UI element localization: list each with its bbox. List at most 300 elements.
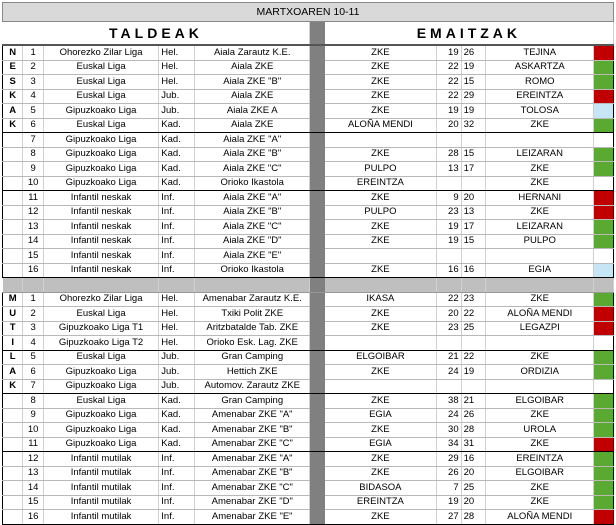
result-row [3, 147, 614, 162]
result-indicator [594, 336, 614, 351]
league-name: Infantil neskak [43, 263, 158, 278]
team-name: Amenabar ZKE "A" [195, 452, 310, 467]
row-number: 3 [23, 75, 43, 90]
row-number: 7 [23, 379, 43, 394]
away-score: 15 [461, 147, 486, 162]
group-letter [3, 133, 23, 148]
home-score [437, 133, 462, 148]
home-team: PULPO [324, 205, 436, 220]
away-score: 26 [461, 45, 486, 60]
league-name: Infantil mutilak [43, 481, 158, 496]
home-score [437, 249, 462, 264]
away-score [461, 133, 486, 148]
row-number: 9 [23, 162, 43, 177]
away-team: ALOÑA MENDI [486, 307, 594, 322]
away-team: ZKE [486, 437, 594, 452]
group-letter: E [3, 60, 23, 75]
league-name: Gipuzkoako Liga [43, 365, 158, 380]
row-number: 10 [23, 423, 43, 438]
category: Inf. [159, 481, 195, 496]
league-name: Infantil mutilak [43, 510, 158, 525]
group-letter: L [3, 350, 23, 365]
column-separator [310, 205, 324, 220]
column-separator [310, 307, 324, 322]
away-score: 22 [461, 350, 486, 365]
category: Inf. [159, 263, 195, 278]
home-score: 27 [437, 510, 462, 525]
league-name: Ohorezko Zilar Liga [43, 292, 158, 307]
team-name: Amenabar ZKE "A" [195, 408, 310, 423]
column-separator [310, 133, 324, 148]
away-team: ZKE [486, 408, 594, 423]
home-score: 9 [437, 191, 462, 206]
group-letter: U [3, 307, 23, 322]
home-team: IKASA [324, 292, 436, 307]
row-number: 6 [23, 118, 43, 133]
away-team: LEIZARAN [486, 147, 594, 162]
group-separator-cell [461, 278, 486, 293]
row-number: 10 [23, 176, 43, 191]
league-name: Gipuzkoako Liga [43, 423, 158, 438]
group-separator-cell [195, 278, 310, 293]
result-indicator [594, 408, 614, 423]
group-letter [3, 466, 23, 481]
team-name: Gran Camping [195, 350, 310, 365]
result-indicator [594, 481, 614, 496]
league-name: Gipuzkoako Liga [43, 437, 158, 452]
group-letter [3, 234, 23, 249]
team-name: Aiala ZKE [195, 89, 310, 104]
away-score: 19 [461, 365, 486, 380]
result-indicator [594, 365, 614, 380]
home-score: 21 [437, 350, 462, 365]
away-team: ASKARTZA [486, 60, 594, 75]
category: Jub. [159, 379, 195, 394]
home-score: 30 [437, 423, 462, 438]
result-row [3, 205, 614, 220]
league-name: Ohorezko Zilar Liga [43, 45, 158, 60]
home-team: ZKE [324, 147, 436, 162]
result-indicator [594, 133, 614, 148]
result-indicator [594, 147, 614, 162]
category: Jub. [159, 350, 195, 365]
column-separator [310, 481, 324, 496]
result-row [3, 292, 614, 307]
result-row [3, 466, 614, 481]
away-score: 32 [461, 118, 486, 133]
row-number: 16 [23, 263, 43, 278]
result-row [3, 45, 614, 60]
result-row [3, 307, 614, 322]
team-name: Orioko Esk. Lag. ZKE [195, 336, 310, 351]
away-score: 21 [461, 394, 486, 409]
home-team: ELGOIBAR [324, 350, 436, 365]
home-team: ZKE [324, 365, 436, 380]
result-row [3, 510, 614, 525]
away-team: ZKE [486, 162, 594, 177]
category: Hel. [159, 75, 195, 90]
home-score: 20 [437, 307, 462, 322]
away-team: ZKE [486, 118, 594, 133]
row-number: 5 [23, 104, 43, 119]
home-team: ZKE [324, 423, 436, 438]
result-row [3, 379, 614, 394]
team-name: Aiala ZKE [195, 118, 310, 133]
result-indicator [594, 321, 614, 336]
away-team: LEIZARAN [486, 220, 594, 235]
category: Kad. [159, 176, 195, 191]
result-row [3, 133, 614, 148]
home-score: 38 [437, 394, 462, 409]
team-name: Automov. Zarautz ZKE [195, 379, 310, 394]
team-name: Aiala ZKE "B" [195, 205, 310, 220]
category: Inf. [159, 234, 195, 249]
category: Kad. [159, 423, 195, 438]
result-row [3, 220, 614, 235]
row-number: 8 [23, 394, 43, 409]
group-separator-row [3, 278, 614, 293]
group-letter: T [3, 321, 23, 336]
category: Hel. [159, 307, 195, 322]
league-name: Gipuzkoako Liga [43, 379, 158, 394]
result-indicator [594, 162, 614, 177]
home-team: ZKE [324, 191, 436, 206]
away-score: 15 [461, 75, 486, 90]
home-team: ZKE [324, 234, 436, 249]
away-team: EREINTZA [486, 89, 594, 104]
category: Kad. [159, 437, 195, 452]
result-indicator [594, 118, 614, 133]
league-name: Euskal Liga [43, 89, 158, 104]
category: Kad. [159, 394, 195, 409]
home-team: ZKE [324, 466, 436, 481]
home-score: 23 [437, 205, 462, 220]
column-separator [310, 263, 324, 278]
away-team: EGIA [486, 263, 594, 278]
result-indicator [594, 249, 614, 264]
away-score: 17 [461, 220, 486, 235]
home-team: EGIA [324, 437, 436, 452]
away-score: 15 [461, 234, 486, 249]
result-row [3, 263, 614, 278]
group-separator-cell [23, 278, 43, 293]
result-indicator [594, 307, 614, 322]
home-score [437, 336, 462, 351]
league-name: Gipuzkoako Liga [43, 147, 158, 162]
away-score: 26 [461, 408, 486, 423]
away-team: ZKE [486, 205, 594, 220]
result-row [3, 350, 614, 365]
away-score [461, 176, 486, 191]
league-name: Gipuzkoako Liga T2 [43, 336, 158, 351]
home-score [437, 176, 462, 191]
column-separator [310, 234, 324, 249]
category: Inf. [159, 452, 195, 467]
category: Jub. [159, 365, 195, 380]
group-separator-cell [486, 278, 594, 293]
home-team: EREINTZA [324, 176, 436, 191]
group-letter [3, 510, 23, 525]
home-score: 16 [437, 263, 462, 278]
team-name: Aiala ZKE [195, 60, 310, 75]
home-score [437, 379, 462, 394]
column-separator [310, 147, 324, 162]
away-score: 16 [461, 452, 486, 467]
group-letter: A [3, 104, 23, 119]
away-team: EREINTZA [486, 452, 594, 467]
category: Kad. [159, 408, 195, 423]
league-name: Infantil neskak [43, 220, 158, 235]
team-name: Aiala ZKE A [195, 104, 310, 119]
league-name: Euskal Liga [43, 60, 158, 75]
category: Kad. [159, 147, 195, 162]
column-separator [310, 379, 324, 394]
column-separator [310, 191, 324, 206]
team-name: Aiala ZKE "B" [195, 147, 310, 162]
league-name: Euskal Liga [43, 350, 158, 365]
home-score: 29 [437, 452, 462, 467]
away-score: 29 [461, 89, 486, 104]
league-name: Euskal Liga [43, 75, 158, 90]
group-letter: K [3, 118, 23, 133]
away-team: UROLA [486, 423, 594, 438]
column-separator [310, 249, 324, 264]
result-row [3, 176, 614, 191]
category: Inf. [159, 220, 195, 235]
result-row [3, 89, 614, 104]
column-separator [310, 408, 324, 423]
row-number: 15 [23, 249, 43, 264]
group-letter [3, 176, 23, 191]
result-indicator [594, 394, 614, 409]
row-number: 16 [23, 510, 43, 525]
home-score: 26 [437, 466, 462, 481]
group-letter: N [3, 45, 23, 60]
category: Kad. [159, 133, 195, 148]
home-team: EGIA [324, 408, 436, 423]
column-separator [310, 394, 324, 409]
result-indicator [594, 176, 614, 191]
column-separator [310, 321, 324, 336]
group-separator-cell [43, 278, 158, 293]
row-number: 6 [23, 365, 43, 380]
category: Hel. [159, 60, 195, 75]
result-row [3, 118, 614, 133]
home-team: ZKE [324, 452, 436, 467]
row-number: 11 [23, 191, 43, 206]
team-name: Aiala ZKE "A" [195, 191, 310, 206]
home-team: ZKE [324, 104, 436, 119]
column-separator [310, 452, 324, 467]
result-indicator [594, 104, 614, 119]
result-row [3, 249, 614, 264]
away-team: ZKE [486, 350, 594, 365]
away-team: ZKE [486, 292, 594, 307]
result-indicator [594, 263, 614, 278]
group-letter [3, 452, 23, 467]
home-score: 22 [437, 60, 462, 75]
category: Kad. [159, 118, 195, 133]
group-letter: K [3, 379, 23, 394]
away-team: TOLOSA [486, 104, 594, 119]
home-team: ZKE [324, 89, 436, 104]
home-team [324, 336, 436, 351]
column-separator [310, 60, 324, 75]
group-letter [3, 249, 23, 264]
group-letter [3, 162, 23, 177]
away-score: 28 [461, 510, 486, 525]
group-separator-cell [159, 278, 195, 293]
away-team: ELGOIBAR [486, 394, 594, 409]
result-row [3, 75, 614, 90]
team-name: Gran Camping [195, 394, 310, 409]
result-indicator [594, 350, 614, 365]
league-name: Infantil neskak [43, 249, 158, 264]
result-indicator [594, 234, 614, 249]
category: Hel. [159, 292, 195, 307]
home-team: ZKE [324, 220, 436, 235]
row-number: 1 [23, 292, 43, 307]
category: Inf. [159, 191, 195, 206]
home-score: 24 [437, 365, 462, 380]
home-team: ZKE [324, 263, 436, 278]
league-name: Euskal Liga [43, 307, 158, 322]
team-name: Amenabar ZKE "B" [195, 466, 310, 481]
column-separator [310, 89, 324, 104]
category: Inf. [159, 205, 195, 220]
column-separator [310, 437, 324, 452]
result-row [3, 423, 614, 438]
category: Hel. [159, 321, 195, 336]
home-score: 22 [437, 292, 462, 307]
category: Hel. [159, 45, 195, 60]
result-indicator [594, 510, 614, 525]
row-number: 4 [23, 336, 43, 351]
group-separator-cell [310, 278, 324, 293]
category: Inf. [159, 466, 195, 481]
team-name: Amenabar Zarautz K.E. [195, 292, 310, 307]
result-row [3, 481, 614, 496]
away-team [486, 336, 594, 351]
away-score: 31 [461, 437, 486, 452]
column-separator [310, 22, 324, 46]
home-team [324, 379, 436, 394]
home-score: 23 [437, 321, 462, 336]
column-separator [310, 176, 324, 191]
home-team: EREINTZA [324, 495, 436, 510]
result-indicator [594, 89, 614, 104]
column-separator [310, 104, 324, 119]
category: Jub. [159, 104, 195, 119]
category: Inf. [159, 249, 195, 264]
team-name: Aiala Zarautz K.E. [195, 45, 310, 60]
row-number: 14 [23, 234, 43, 249]
home-team: BIDASOA [324, 481, 436, 496]
header-teams: TALDEAK [3, 22, 310, 46]
result-indicator [594, 75, 614, 90]
column-separator [310, 220, 324, 235]
column-separator [310, 510, 324, 525]
result-indicator [594, 292, 614, 307]
home-team [324, 249, 436, 264]
home-score: 22 [437, 89, 462, 104]
home-team: ZKE [324, 307, 436, 322]
away-team: LEGAZPI [486, 321, 594, 336]
results-sheet [2, 2, 614, 525]
result-row [3, 452, 614, 467]
result-row [3, 191, 614, 206]
result-indicator [594, 45, 614, 60]
league-name: Gipuzkoako Liga [43, 133, 158, 148]
column-separator [310, 75, 324, 90]
home-team [324, 133, 436, 148]
category: Inf. [159, 495, 195, 510]
league-name: Euskal Liga [43, 118, 158, 133]
category: Kad. [159, 162, 195, 177]
home-team: ZKE [324, 75, 436, 90]
group-separator-cell [437, 278, 462, 293]
team-name: Aiala ZKE "C" [195, 220, 310, 235]
group-letter: M [3, 292, 23, 307]
away-score: 20 [461, 495, 486, 510]
league-name: Euskal Liga [43, 394, 158, 409]
away-score: 16 [461, 263, 486, 278]
team-name: Aiala ZKE "A" [195, 133, 310, 148]
row-number: 11 [23, 437, 43, 452]
result-row [3, 365, 614, 380]
group-letter: I [3, 336, 23, 351]
column-separator [310, 292, 324, 307]
away-team: ORDIZIA [486, 365, 594, 380]
row-number: 3 [23, 321, 43, 336]
result-row [3, 234, 614, 249]
league-name: Gipuzkoako Liga [43, 176, 158, 191]
team-name: Amenabar ZKE "C" [195, 481, 310, 496]
group-separator-cell [324, 278, 436, 293]
result-indicator [594, 220, 614, 235]
away-score: 19 [461, 104, 486, 119]
away-team: ROMO [486, 75, 594, 90]
away-score: 25 [461, 321, 486, 336]
row-number: 14 [23, 481, 43, 496]
home-score: 22 [437, 75, 462, 90]
team-name: Aiala ZKE "E" [195, 249, 310, 264]
home-score: 13 [437, 162, 462, 177]
column-separator [310, 466, 324, 481]
team-name: Orioko Ikastola [195, 176, 310, 191]
team-name: Aiala ZKE "C" [195, 162, 310, 177]
home-team: ZKE [324, 321, 436, 336]
group-separator-cell [3, 278, 23, 293]
result-indicator [594, 437, 614, 452]
away-score [461, 336, 486, 351]
group-letter [3, 205, 23, 220]
team-name: Amenabar ZKE "C" [195, 437, 310, 452]
result-indicator [594, 379, 614, 394]
team-name: Txiki Polit ZKE [195, 307, 310, 322]
row-number: 1 [23, 45, 43, 60]
home-team: ZKE [324, 510, 436, 525]
team-name: Amenabar ZKE "E" [195, 510, 310, 525]
row-number: 12 [23, 452, 43, 467]
column-separator [310, 423, 324, 438]
category: Inf. [159, 510, 195, 525]
away-score: 22 [461, 307, 486, 322]
team-name: Hettich ZKE [195, 365, 310, 380]
home-team: ALOÑA MENDI [324, 118, 436, 133]
row-number: 12 [23, 205, 43, 220]
away-team: ZKE [486, 481, 594, 496]
